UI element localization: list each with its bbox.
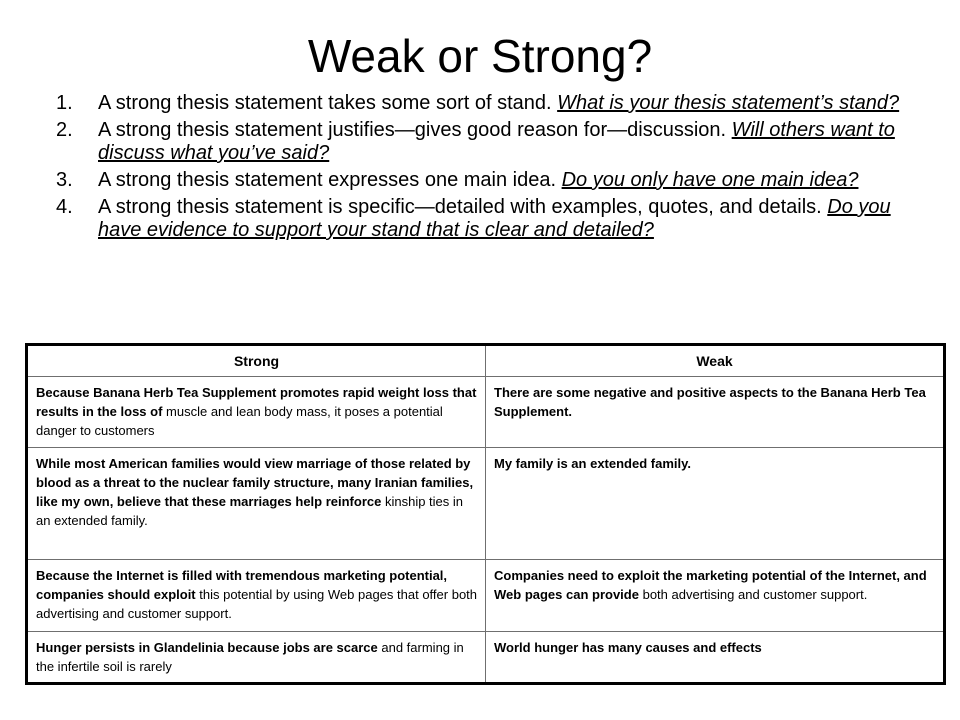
item-question: What is your thesis statement’s stand?	[557, 92, 900, 114]
table-row	[27, 560, 945, 632]
item-text: A strong thesis statement takes some sort of stand.	[98, 92, 558, 114]
item-question: Do you only have one main idea?	[561, 169, 859, 191]
weak-normal-text: both advertising and customer support.	[642, 587, 868, 602]
header-weak: Weak	[486, 345, 945, 377]
strong-cell	[27, 448, 486, 560]
criteria-item	[56, 119, 916, 165]
header-strong: Strong	[27, 345, 486, 377]
criteria-item	[56, 196, 916, 242]
item-number: 1.	[56, 92, 73, 114]
criteria-list	[56, 92, 916, 246]
item-number: 4.	[56, 196, 73, 218]
item-number: 2.	[56, 119, 73, 141]
weak-bold-text: World hunger has many causes and effects	[494, 640, 762, 655]
strong-normal-text: and farming in the infertile soil is rarely	[36, 640, 464, 674]
item-text: A strong thesis statement is specific—detailed with examples, quotes, and details.	[98, 196, 828, 218]
weak-cell	[486, 560, 945, 632]
weak-bold-text: There are some negative and positive aspects to the Banana Herb Tea Supplement.	[494, 385, 926, 419]
strong-bold-text: Because the Internet is filled with tremendous marketing potential, companies should exploit	[36, 568, 448, 602]
strong-normal-text: this potential by using Web pages that offer both advertising and customer support.	[36, 587, 478, 621]
strong-bold-text: Because Banana Herb Tea Supplement promotes rapid weight loss that results in the loss of	[36, 385, 477, 419]
item-text: A strong thesis statement expresses one main idea.	[98, 169, 562, 191]
slide-title: Weak or Strong?	[307, 30, 653, 82]
strong-normal-text: kinship ties in an extended family.	[36, 494, 464, 528]
strong-cell	[27, 560, 486, 632]
strong-bold-text: While most American families would view marriage of those related by blood as a threat to the nuclear family structure, many Iranian families, like my own, believe that these marriages help reinforce	[36, 456, 474, 509]
table-row	[27, 377, 945, 448]
item-text: A strong thesis statement justifies—gives good reason for—discussion.	[98, 119, 732, 141]
strong-cell	[27, 632, 486, 684]
comparison-table	[25, 343, 946, 685]
strong-bold-text: Hunger persists in Glandelinia because jobs are scarce	[36, 640, 382, 655]
item-number: 3.	[56, 169, 73, 191]
criteria-item	[56, 92, 916, 115]
weak-bold-text: My family is an extended family.	[494, 456, 691, 471]
table-row	[27, 632, 945, 684]
weak-bold-text: Companies need to exploit the marketing potential of the Internet, and Web pages can provide	[494, 568, 927, 602]
criteria-item	[56, 169, 916, 192]
table-header-row	[27, 345, 945, 377]
weak-cell	[486, 377, 945, 448]
weak-cell	[486, 448, 945, 560]
strong-normal-text: muscle and lean body mass, it poses a potential danger to customers	[36, 404, 443, 438]
weak-cell	[486, 632, 945, 684]
item-question: Do you have evidence to support your stand that is clear and detailed?	[98, 196, 891, 241]
strong-cell	[27, 377, 486, 448]
comparison-table-wrapper	[25, 343, 943, 685]
item-question: Will others want to discuss what you’ve said?	[98, 119, 895, 164]
table-row	[27, 448, 945, 560]
